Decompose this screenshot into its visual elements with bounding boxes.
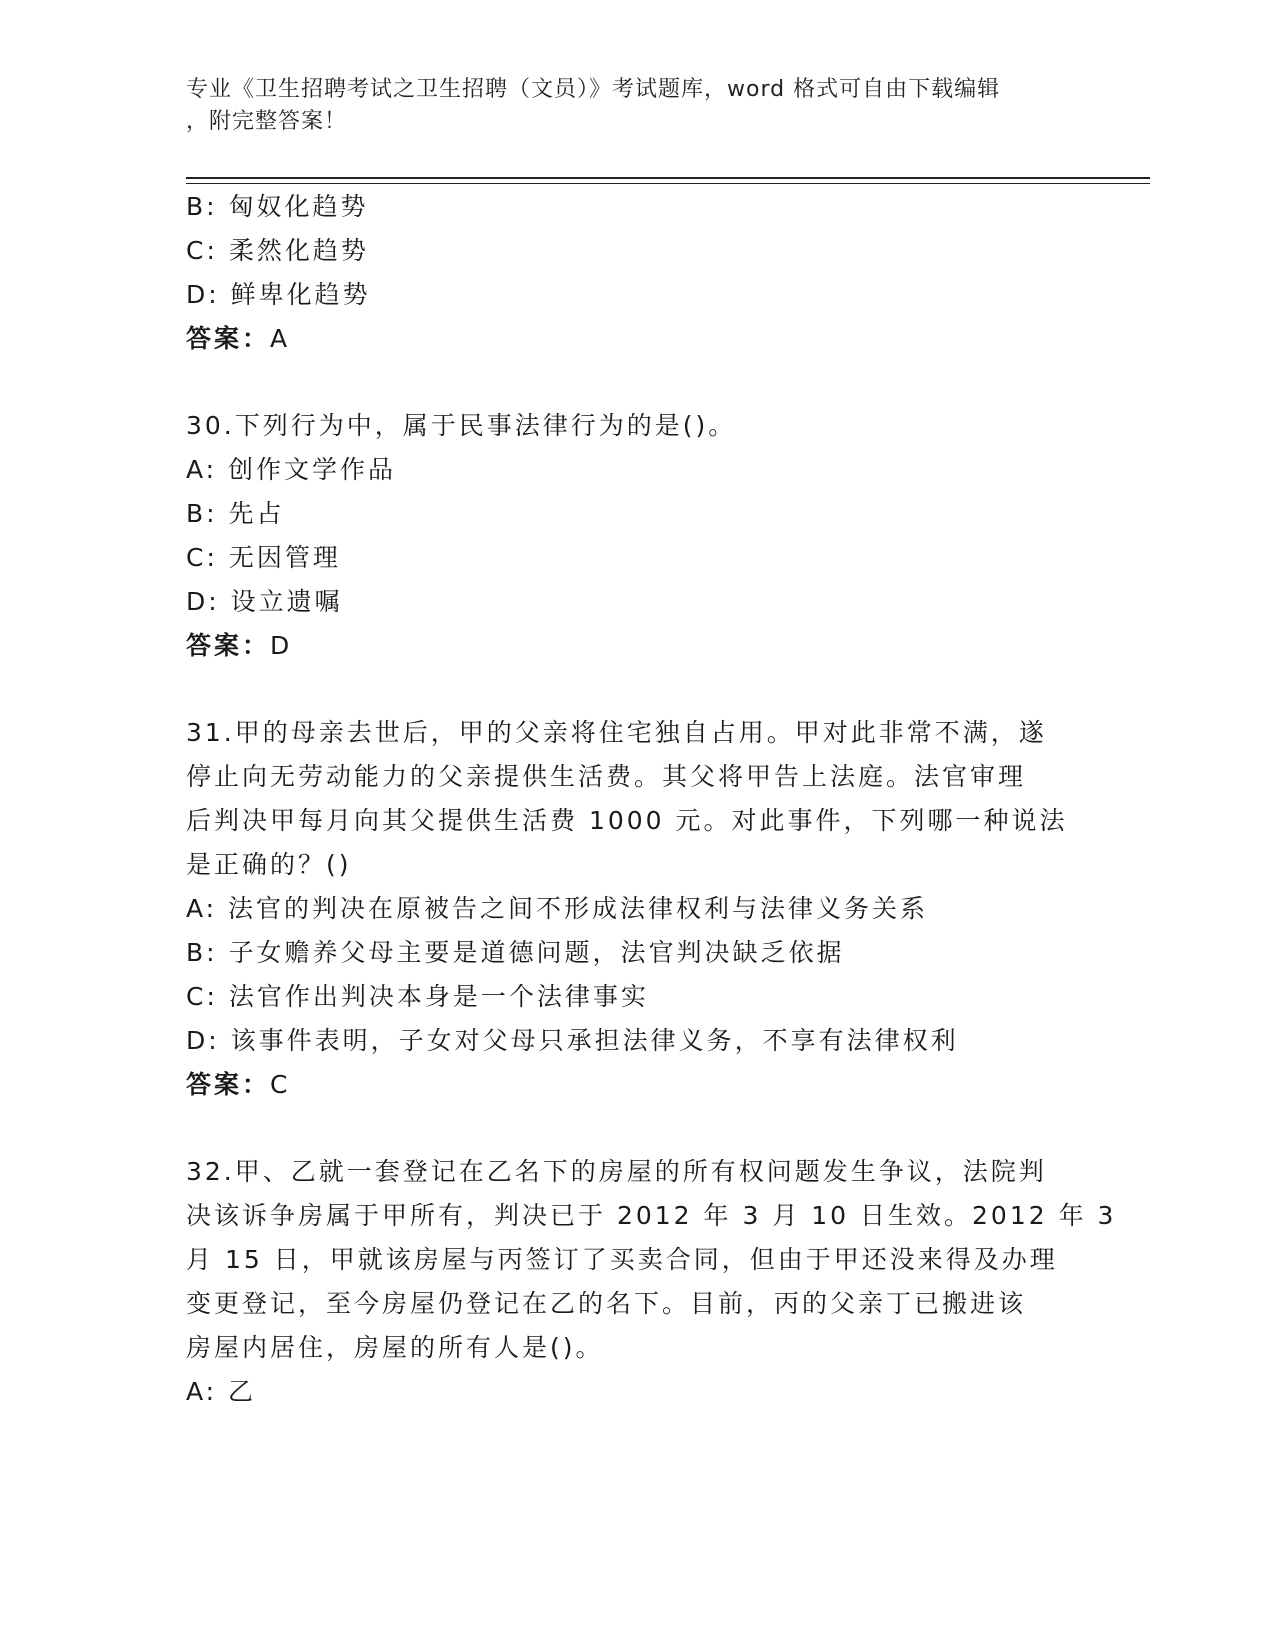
q29-answer — [186, 317, 290, 361]
q31-option-d: D: 该事件表明，子女对父母只承担法律义务，不享有法律权利 — [186, 1026, 959, 1055]
q32-stem-line-1: 32.甲、乙就一套登记在乙名下的房屋的所有权问题发生争议，法院判 — [186, 1157, 1047, 1186]
q30-answer — [186, 624, 292, 668]
q32-stem-line-5: 房屋内居住，房屋的所有人是()。 — [186, 1333, 604, 1362]
header-line-2: ，附完整答案！ — [186, 109, 348, 134]
q30-option-b: B: 先占 — [186, 499, 285, 528]
header-line-1: 专业《卫生招聘考试之卫生招聘（文员）》考试题库，word 格式可自由下载编辑 — [186, 77, 1001, 102]
q29-option-c: C: 柔然化趋势 — [186, 236, 369, 265]
answer-label: 答案： — [186, 631, 271, 660]
q29-option-d: D: 鲜卑化趋势 — [186, 280, 371, 309]
q31-option-b: B: 子女赡养父母主要是道德问题，法官判决缺乏依据 — [186, 938, 845, 967]
q32-stem-line-2: 决该诉争房属于甲所有，判决已于 2012 年 3 月 10 日生效。2012 年 3 — [186, 1201, 1117, 1230]
q30-stem: 30.下列行为中，属于民事法律行为的是()。 — [186, 411, 737, 440]
q30-option-a: A: 创作文学作品 — [186, 455, 397, 484]
header-divider-thin — [186, 183, 1150, 184]
answer-value: C — [270, 1070, 291, 1099]
q31-stem-line-2: 停止向无劳动能力的父亲提供生活费。其父将甲告上法庭。法官审理 — [186, 762, 1027, 791]
answer-value: D — [270, 631, 293, 660]
q31-stem-line-1: 31.甲的母亲去世后，甲的父亲将住宅独自占用。甲对此非常不满，遂 — [186, 718, 1047, 747]
q32-option-a: A: 乙 — [186, 1377, 257, 1406]
q31-stem-line-3: 后判决甲每月向其父提供生活费 1000 元。对此事件，下列哪一种说法 — [186, 806, 1068, 835]
q30-option-d: D: 设立遗嘱 — [186, 587, 343, 616]
q32-stem-line-3: 月 15 日，甲就该房屋与丙签订了买卖合同，但由于甲还没来得及办理 — [186, 1245, 1058, 1274]
q32-stem-line-4: 变更登记，至今房屋仍登记在乙的名下。目前，丙的父亲丁已搬进该 — [186, 1289, 1027, 1318]
answer-value: A — [270, 324, 291, 353]
q31-answer — [186, 1063, 290, 1107]
answer-label: 答案： — [186, 1070, 271, 1099]
page-header — [186, 74, 1066, 138]
header-divider-thick — [186, 177, 1150, 179]
q30-option-c: C: 无因管理 — [186, 543, 341, 572]
q31-stem-line-4: 是正确的？() — [186, 850, 352, 879]
q29-option-b: B: 匈奴化趋势 — [186, 192, 369, 221]
answer-label: 答案： — [186, 324, 271, 353]
q31-option-c: C: 法官作出判决本身是一个法律事实 — [186, 982, 649, 1011]
q31-option-a: A: 法官的判决在原被告之间不形成法律权利与法律义务关系 — [186, 894, 929, 923]
